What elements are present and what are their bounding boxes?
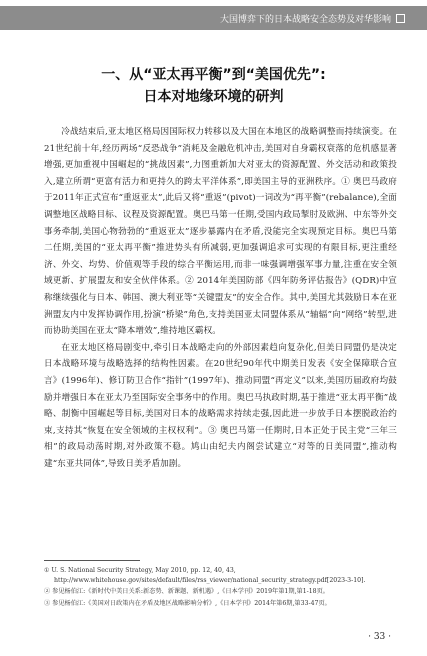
footnotes [44, 566, 397, 610]
square-icon [396, 14, 405, 23]
paragraph: 冷战结束后,亚太地区格局因国际权力转移以及大国在本地区的战略调整而持续演变。在21世纪前十年,经历两场“反恐战争”消耗及金融危机冲击,美国对自身霸权衰落的危机感显著增强,更加重视中国崛起的“挑战因素”,力图重新加大对亚太的资源配置、外交活动和政策投入,建立所谓“更富有活力和更持久的跨太平洋体系”,即美国主导的亚洲秩序。① 奥巴马政府于2011年正式宣布“重返亚太”,此后又将“重返”(pivot)一词改为“再平衡”(rebalance),全面调整地区战略目标、议程及资源配置。奥巴马第一任期,受国内政局掣肘及欧洲、中东等外交事务牵制,美国心物勃勃的“重返亚太”逐步暴露内在矛盾,没能完全实现预定目标。奥巴马第二任期,美国的“亚太再平衡”推进势头有所减弱,更加强调追求可实现的有限目标,更注重经济、外交、均势、价值观等手段的综合平衡运用,而非一味强调增强军事力量,注重在安全领域更新、扩展盟友和安全伙伴体系。② 2014年美国防部《四年防务评估报告》(QDR)中宣称继续强化与日本、韩国、澳大利亚等“关键盟友”的安全合作。其中,美国尤其鼓励日本在亚洲盟友内中发挥协调作用,扮演“桥梁”角色,支持美国亚太同盟体系从“轴辐”向“网络”转型,进而协助美国在亚太“降本增效”,维持地区霸权。 [44, 127, 397, 337]
section-title [0, 64, 427, 108]
footnote-divider [44, 560, 140, 561]
paragraph: 在亚太地区格局剧变中,牵引日本战略走向的外部因素趋向复杂化,但美日同盟仍是决定日本战略环境与战略选择的结构性因素。在20世纪90年代中期美日发表《安全保障联合宣言》(1996年)、修订防卫合作“指针”(1997年)、推动同盟“再定义”以来,美国历届政府均鼓励并增强日本在亚太乃至国际安全事务中的作用。奥巴马执政时期,基于推进“亚太再平衡”战略、制衡中国崛起等目标,美国对日本的战略需求持续走强,因此进一步放手日本摆脱政治约束,支持其“恢复在安全领域的主权权利”。③ 奥巴马第一任期时,日本正处于民主党“三年三相”的政局动荡时期,对外政策不稳。鸠山由纪夫内阁尝试建立“对等的日美同盟”,推动构建“东亚共同体”,导致日美矛盾加剧。 [44, 342, 397, 469]
section-title-line1: 一、从“亚太再平衡”到“美国优先”: [101, 67, 326, 83]
body-text [44, 124, 397, 472]
footnote: ② 参见杨伯江:《新时代中美日关系:新态势、新课题、新机遇》,《日本学刊》2019年第1期,第1-18页。 [44, 588, 329, 596]
footnote: ③ 参见杨伯江:《美国对日政策内在矛盾及地区战略影响分析》,《日本学刊》2014年第6期,第33-47页。 [44, 599, 331, 607]
section-title-line2: 日本对地缘环境的研判 [143, 89, 284, 105]
page-number: · 33 · [368, 632, 391, 642]
footnote: ① U. S. National Security Strategy, May 2010, pp. 12, 40, 43, http://www.whitehouse.gov/sites/default/files/rss_viewer/national_security_strategy.pdf[2023-3-10]. [44, 567, 366, 585]
running-head [0, 6, 427, 30]
running-head-title: 大国博弈下的日本战略安全态势及对华影响 [219, 14, 391, 25]
